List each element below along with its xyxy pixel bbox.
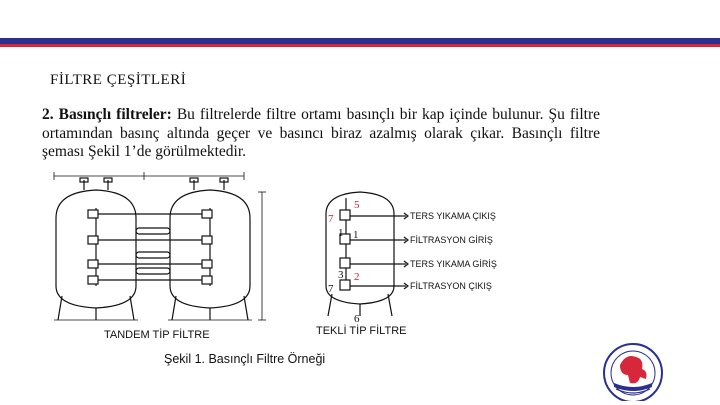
slide-paragraph [42, 106, 600, 162]
valve-number: 2 [354, 271, 360, 283]
paragraph-rest: Bu filtrelerde filtre ortamı basınçlı bir kap içinde bulunur. Şu filtre ortamından basınç altında geçer ve basıncı biraz azalmış olarak çıkar. Basınçlı filtre şeması Şekil 1’de görülmektedir. [42, 106, 600, 160]
paragraph-lead: 2. Basınçlı filtreler: [42, 106, 172, 123]
legend-filtration-out: FİLTRASYON ÇIKIŞ [410, 281, 492, 291]
tandem-filter-label: TANDEM TİP FİLTRE [104, 329, 210, 340]
valve-number: 3 [338, 269, 344, 281]
valve-number: 7 [328, 213, 334, 225]
legend-filtration-in: FİLTRASYON GİRİŞ [410, 235, 493, 245]
single-filter-label: TEKLİ TİP FİLTRE [316, 325, 407, 337]
valve-number: 6 [354, 313, 360, 325]
legend-backwash-in: TERS YIKAMA GİRİŞ [410, 259, 497, 269]
valve-number: 1 [353, 229, 359, 241]
university-seal-logo [598, 339, 668, 401]
figure-caption: Şekil 1. Basınçlı Filtre Örneği [164, 352, 326, 366]
valve-number: 7 [328, 283, 334, 295]
legend-backwash-out: TERS YIKAMA ÇIKIŞ [410, 211, 496, 221]
valve-number: 5 [354, 199, 360, 211]
valve-number: 1 [338, 227, 344, 239]
slide-title: FİLTRE ÇEŞİTLERİ [50, 72, 187, 88]
pressure-filter-diagram [44, 168, 514, 340]
header-bar-red [0, 44, 720, 47]
